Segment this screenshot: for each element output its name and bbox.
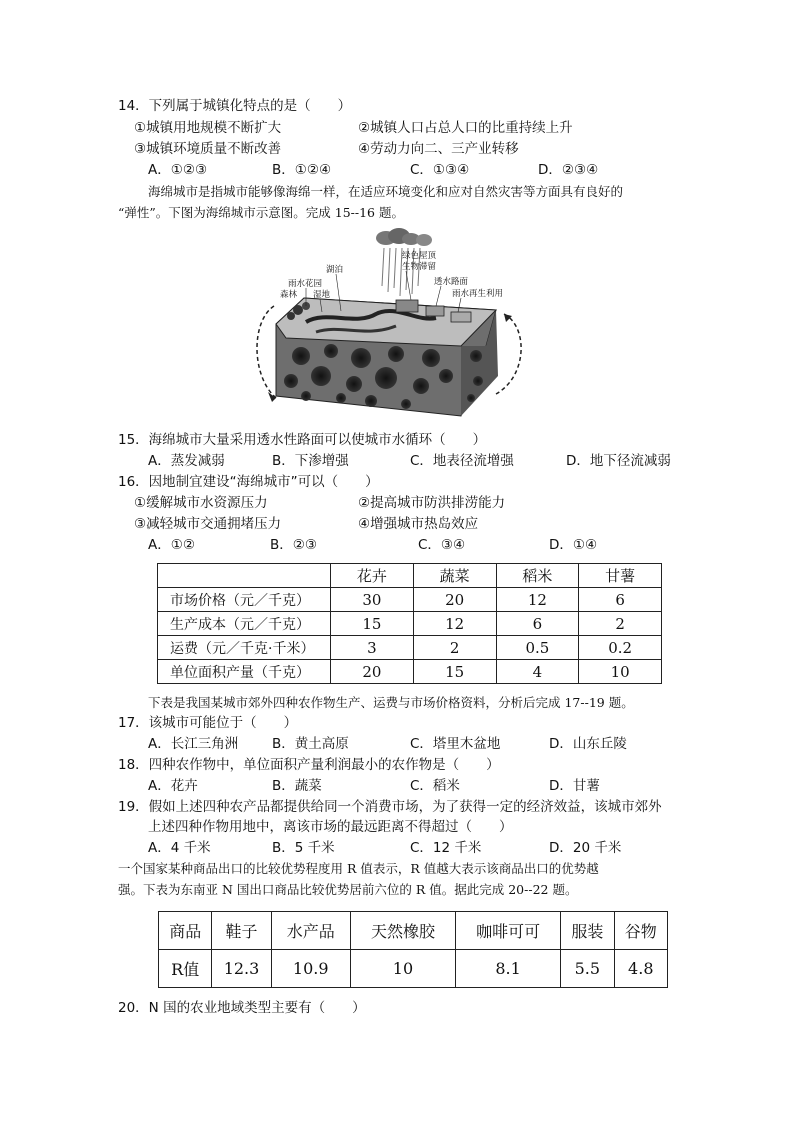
q14-item-2: ②城镇人口占总人口的比重持续上升 — [358, 120, 573, 136]
q14-option-a: A．①②③ — [148, 162, 208, 178]
table-cell: 10.9 — [271, 950, 350, 988]
table-header-cell: 花卉 — [331, 564, 414, 588]
q17-option-a: A．长江三角洲 — [148, 736, 239, 752]
diagram-label-rain-garden: 雨水花园 — [288, 279, 323, 289]
table-cell: 5.5 — [561, 950, 614, 988]
table-cell: 4.8 — [614, 950, 667, 988]
q14-item-1: ①城镇用地规模不断扩大 — [134, 120, 282, 136]
q18-option-a: A．花卉 — [148, 778, 198, 794]
table-cell: 12 — [496, 588, 579, 612]
q14-item-4: ④劳动力向二、三产业转移 — [358, 141, 519, 157]
q15-stem: 15．海绵城市大量采用透水性路面可以使城市水循环（ ） — [118, 432, 487, 448]
table-cell: 12.3 — [212, 950, 271, 988]
sponge-city-diagram — [246, 226, 532, 422]
q15-option-c: C．地表径流增强 — [410, 453, 514, 469]
q20-stem: 20．N 国的农业地域类型主要有（ ） — [118, 1000, 366, 1016]
table-cell: 单位面积产量（千克） — [158, 660, 331, 684]
table-cell: 6 — [579, 588, 662, 612]
q18-option-c: C．稻米 — [410, 778, 460, 794]
q16-item-2: ②提高城市防洪排涝能力 — [358, 495, 506, 511]
q14-option-c: C．①③④ — [410, 162, 470, 178]
diagram-label-wetland: 湿地 — [313, 290, 331, 300]
diagram-label-permeable-pavement: 透水路面 — [434, 277, 469, 287]
table-cell: 10 — [350, 950, 455, 988]
table-cell: 20 — [413, 588, 496, 612]
q14-item-3: ③城镇环境质量不断改善 — [134, 141, 282, 157]
table-row — [159, 950, 668, 988]
q18-stem: 18．四种农作物中，单位面积产量利润最小的农作物是（ ） — [118, 757, 500, 773]
table-cell: 3 — [331, 636, 414, 660]
table-cell: 2 — [579, 612, 662, 636]
table-cell: 0.2 — [579, 636, 662, 660]
table-cell: 0.5 — [496, 636, 579, 660]
q15-option-d: D．地下径流减弱 — [566, 453, 671, 469]
r-value-table — [158, 911, 668, 988]
table-cell: 15 — [331, 612, 414, 636]
q16-item-3: ③减轻城市交通拥堵压力 — [134, 516, 282, 532]
table-row — [158, 612, 662, 636]
q14-stem: 14．下列属于城镇化特点的是（ ） — [118, 98, 352, 114]
table-cell: 谷物 — [614, 912, 667, 950]
q19-option-a: A．4 千米 — [148, 840, 211, 856]
table-cell: 10 — [579, 660, 662, 684]
q19-option-c: C．12 千米 — [410, 840, 482, 856]
table-cell: 运费（元／千克·千米） — [158, 636, 331, 660]
q17-stem: 17．该城市可能位于（ ） — [118, 715, 298, 731]
table-header-cell: 稻米 — [496, 564, 579, 588]
q15-option-b: B．下渗增强 — [272, 453, 349, 469]
diagram-label-forest: 森林 — [280, 290, 298, 300]
table-cell: 12 — [413, 612, 496, 636]
table-header-cell: 蔬菜 — [413, 564, 496, 588]
table-row — [158, 660, 662, 684]
q16-item-4: ④增强城市热岛效应 — [358, 516, 479, 532]
table-cell: 8.1 — [456, 950, 561, 988]
table-row — [158, 636, 662, 660]
table-cell: 6 — [496, 612, 579, 636]
table-cell: 15 — [413, 660, 496, 684]
q19-stem-line2: 上述四种作物用地中，离该市场的最远距离不得超过（ ） — [148, 819, 513, 835]
table-cell: 水产品 — [271, 912, 350, 950]
table-cell: 鞋子 — [212, 912, 271, 950]
q16-option-c: C．③④ — [418, 537, 466, 553]
q17-option-b: B．黄土高原 — [272, 736, 349, 752]
q19-stem-line1: 19．假如上述四种农产品都提供给同一个消费市场，为了获得一定的经济效益，该城市郊外 — [118, 799, 662, 815]
table-row — [158, 588, 662, 612]
q14-option-d: D．②③④ — [538, 162, 599, 178]
q18-option-b: B．蔬菜 — [272, 778, 322, 794]
q17-option-c: C．塔里木盆地 — [410, 736, 501, 752]
crop-data-table — [157, 563, 662, 684]
table-cell: 4 — [496, 660, 579, 684]
table-header-cell: 甘薯 — [579, 564, 662, 588]
q19-option-d: D．20 千米 — [549, 840, 622, 856]
q16-option-a: A．①② — [148, 537, 195, 553]
q17-option-d: D．山东丘陵 — [549, 736, 627, 752]
intro20-line1: 一个国家某种商品出口的比较优势程度用 R 值表示，R 值越大表示该商品出口的优势越 — [118, 861, 599, 876]
intro15-line1: 海绵城市是指城市能够像海绵一样，在适应环境变化和应对自然灾害等方面具有良好的 — [148, 184, 624, 199]
q18-option-d: D．甘薯 — [549, 778, 600, 794]
intro20-line2: 强。下表为东南亚 N 国出口商品比较优势居前六位的 R 值。据此完成 20--22 题。 — [118, 882, 578, 897]
diagram-label-rainwater-reuse: 雨水再生利用 — [452, 289, 504, 299]
table-row — [159, 912, 668, 950]
table-cell: 天然橡胶 — [350, 912, 455, 950]
table-cell: 咖啡可可 — [456, 912, 561, 950]
diagram-label-bioretention: 生物滞留 — [402, 262, 437, 272]
diagram-label-green-roof: 绿色屋顶 — [402, 251, 437, 261]
table-row — [158, 564, 662, 588]
table-cell: 20 — [331, 660, 414, 684]
table-header-cell — [158, 564, 331, 588]
q14-option-b: B．①②④ — [272, 162, 332, 178]
intro17: 下表是我国某城市郊外四种农作物生产、运费与市场价格资料，分析后完成 17--19 题。 — [148, 695, 634, 710]
cloud-icon — [376, 228, 432, 246]
diagram-label-lake: 湖泊 — [326, 265, 344, 275]
table-cell: 30 — [331, 588, 414, 612]
table-cell: 生产成本（元／千克） — [158, 612, 331, 636]
table-cell: 2 — [413, 636, 496, 660]
q16-item-1: ①缓解城市水资源压力 — [134, 495, 268, 511]
q19-option-b: B．5 千米 — [272, 840, 335, 856]
q15-option-a: A．蒸发减弱 — [148, 453, 225, 469]
intro15-line2: “弹性”。下图为海绵城市示意图。完成 15--16 题。 — [118, 205, 404, 220]
table-cell: 商品 — [159, 912, 212, 950]
table-cell: R值 — [159, 950, 212, 988]
table-cell: 服装 — [561, 912, 614, 950]
q16-stem: 16．因地制宜建设“海绵城市”可以（ ） — [118, 474, 379, 490]
q16-option-b: B．②③ — [270, 537, 317, 553]
table-cell: 市场价格（元／千克） — [158, 588, 331, 612]
q16-option-d: D．①④ — [549, 537, 598, 553]
